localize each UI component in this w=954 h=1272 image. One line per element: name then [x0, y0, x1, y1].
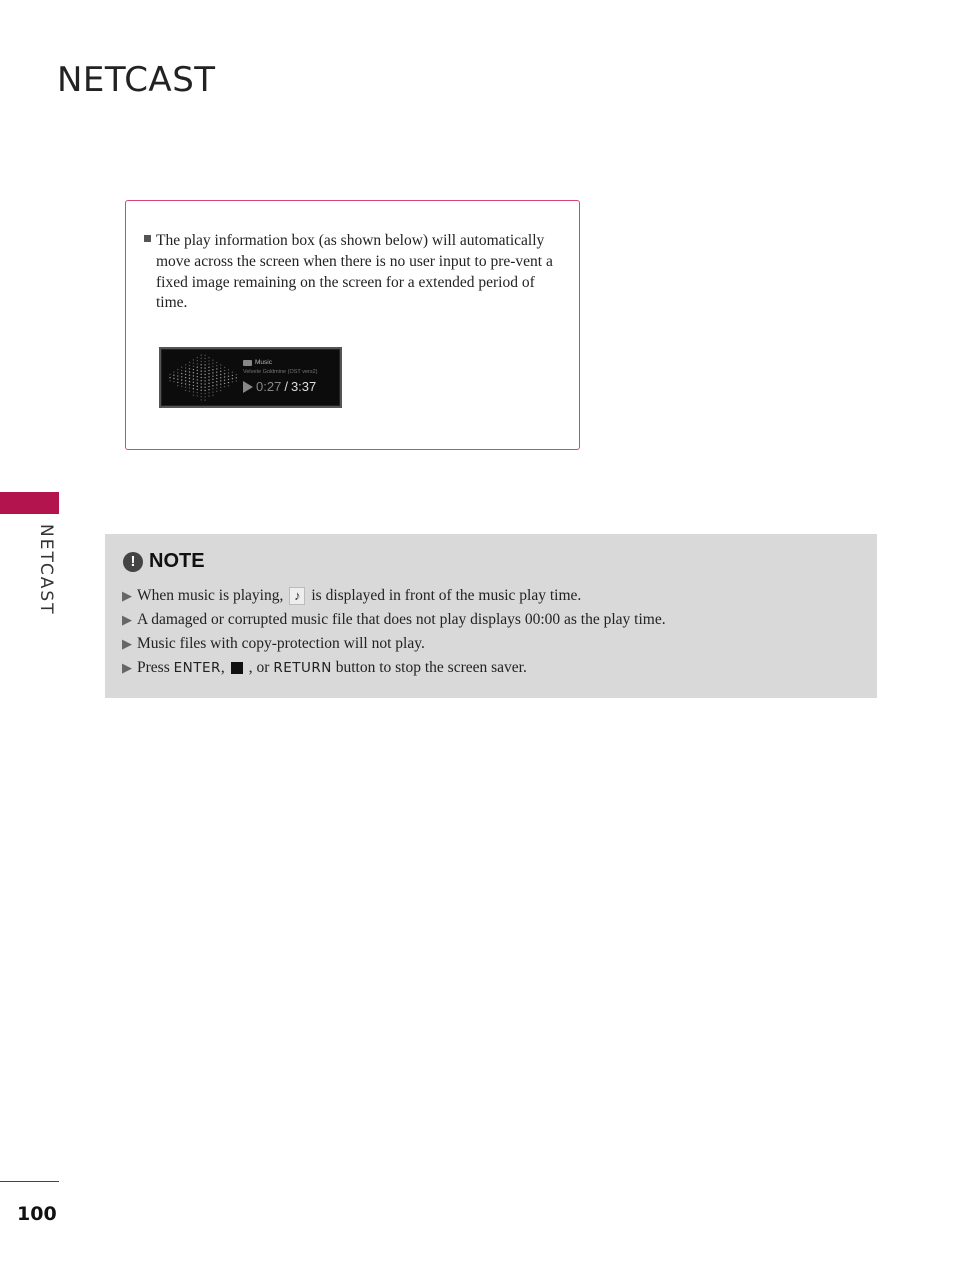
- square-bullet-icon: [144, 235, 151, 242]
- footer-rule: [0, 1181, 59, 1182]
- elapsed-time: 0:27: [256, 379, 282, 394]
- note-text: Press: [137, 659, 170, 676]
- stop-icon: [231, 662, 243, 674]
- play-info-meta: [243, 359, 341, 394]
- total-time: 3:37: [290, 379, 317, 394]
- arrow-bullet-icon: ▶: [122, 588, 132, 603]
- music-note-icon: ♪: [289, 587, 305, 605]
- play-time: [243, 379, 341, 394]
- section-tab-marker: [0, 492, 59, 514]
- note-text: A damaged or corrupted music file that does not play displays 00:00 as the play time.: [137, 611, 666, 628]
- section-side-label: NETCAST: [36, 524, 56, 616]
- info-bullet: [144, 231, 569, 314]
- category-row: [243, 359, 341, 366]
- note-text: is displayed in front of the music play time.: [311, 587, 582, 604]
- note-text: When music is playing,: [137, 587, 284, 604]
- equalizer-visual-icon: [167, 352, 239, 404]
- note-item: [122, 656, 666, 680]
- note-text: , or: [248, 659, 270, 676]
- note-item: [122, 584, 666, 608]
- time-separator: /: [284, 379, 288, 394]
- note-text: ,: [220, 659, 225, 676]
- note-list: [122, 584, 666, 680]
- note-text: Music files with copy-protection will not play.: [137, 635, 425, 652]
- category-label: Music: [255, 359, 272, 366]
- enter-key-label: ENTER: [173, 660, 221, 676]
- info-callout-box: [125, 200, 580, 450]
- note-title: NOTE: [149, 550, 205, 572]
- info-bullet-text: The play information box (as shown below) will automatically move across the screen when there is no user input to pre-vent a fixed image remaining on the screen for a extended period of time.: [156, 232, 553, 312]
- folder-icon: [243, 360, 252, 366]
- return-key-label: RETURN: [273, 660, 332, 676]
- arrow-bullet-icon: ▶: [122, 660, 132, 675]
- note-text: button to stop the screen saver.: [335, 659, 527, 676]
- note-header: [123, 550, 205, 573]
- note-box: [105, 534, 877, 698]
- page-number: 100: [17, 1203, 57, 1225]
- song-title: Velvete Goldmine (OST vers2): [243, 369, 318, 375]
- arrow-bullet-icon: ▶: [122, 636, 132, 651]
- play-info-box: [159, 347, 342, 408]
- note-item: [122, 632, 666, 656]
- play-icon: [243, 381, 253, 393]
- page-title: NETCAST: [57, 60, 216, 100]
- note-item: [122, 608, 666, 632]
- exclamation-icon: !: [123, 552, 143, 572]
- arrow-bullet-icon: ▶: [122, 612, 132, 627]
